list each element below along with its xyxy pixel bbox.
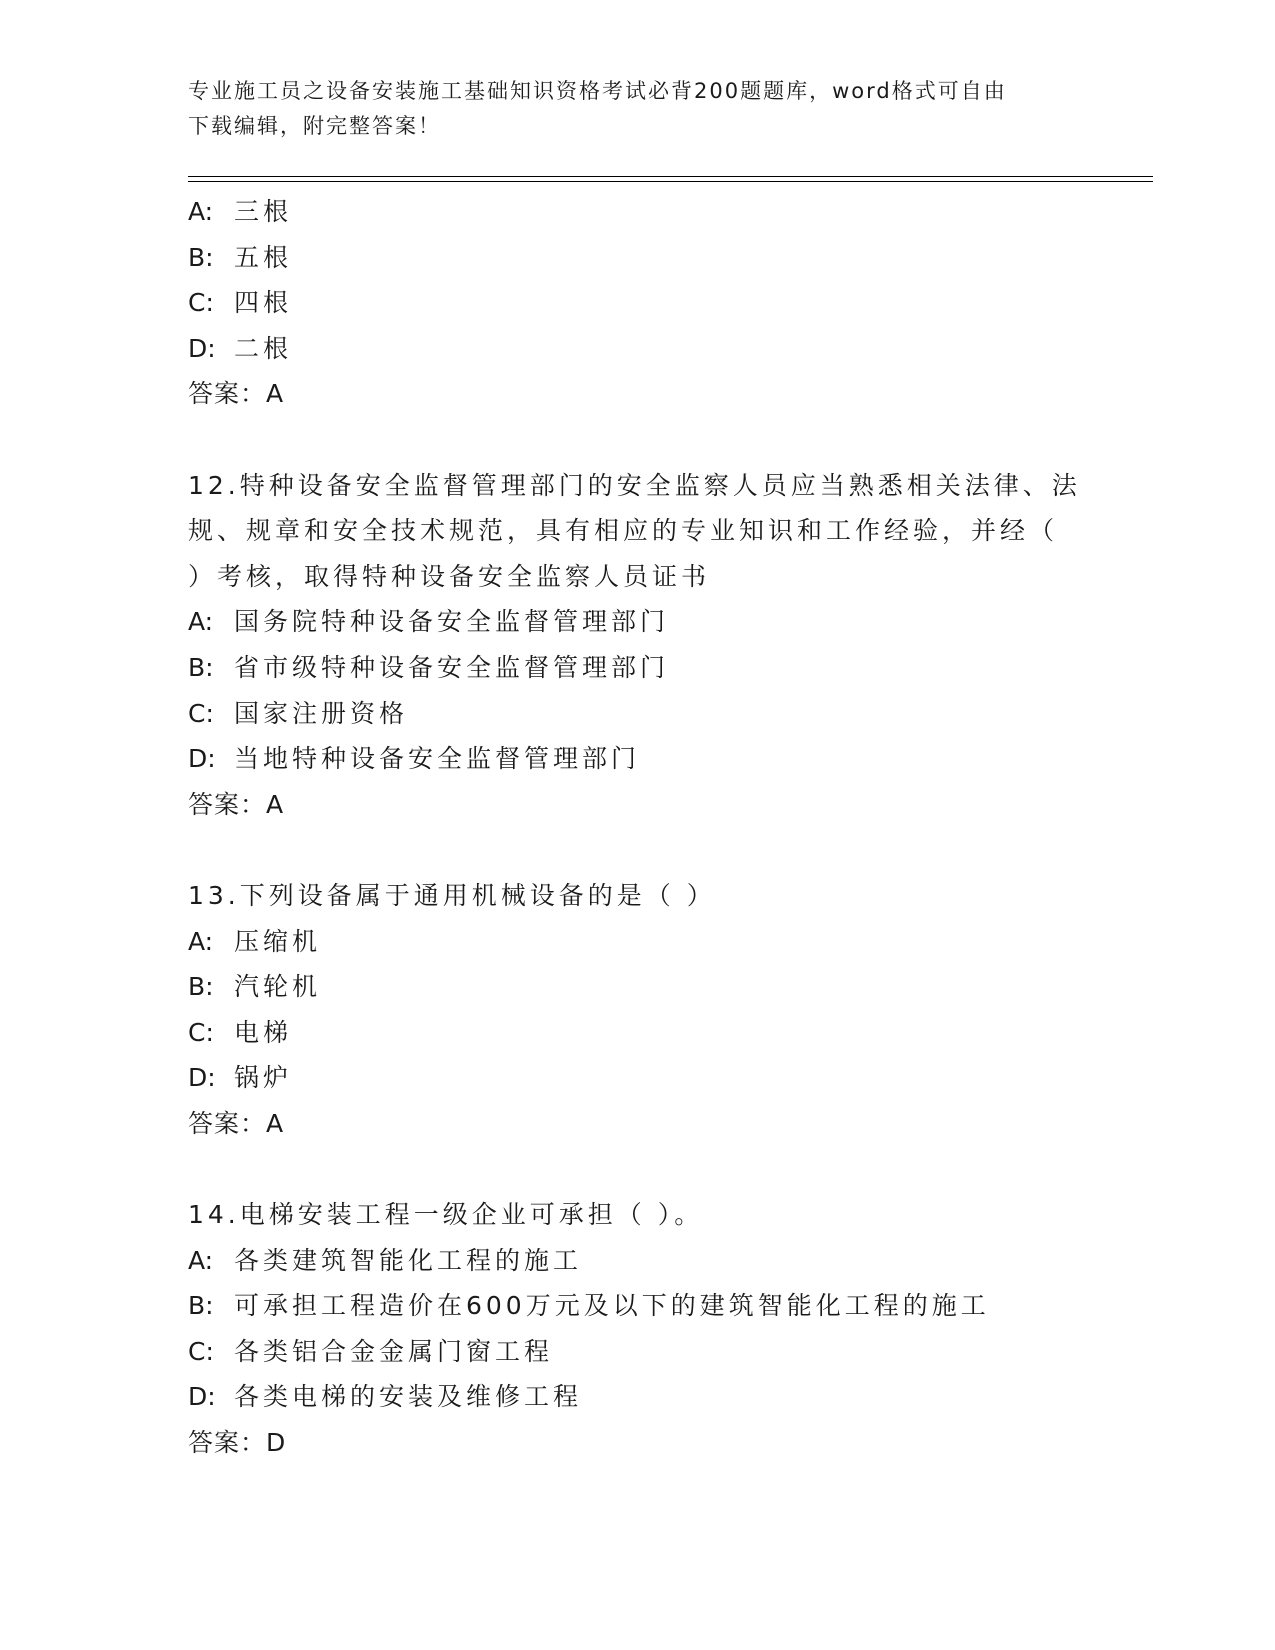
option-c: C: 四根 [188, 288, 293, 318]
answer-line: 答案：A [188, 379, 285, 409]
answer-line: 答案：A [188, 789, 285, 819]
option-d: D: 当地特种设备安全监督管理部门 [188, 744, 641, 774]
option-d: D: 二根 [188, 333, 293, 363]
question-stem-line: 14.电梯安装工程一级企业可承担（ ）。 [188, 1200, 704, 1230]
option-a: A: 国务院特种设备安全监督管理部门 [188, 607, 670, 637]
option-a: A: 三根 [188, 197, 293, 226]
option-c: C: 国家注册资格 [188, 698, 409, 728]
question-block-12 [188, 463, 1088, 828]
question-block-13 [188, 873, 1088, 1147]
question-stem-line: ）考核，取得特种设备安全监察人员证书 [188, 561, 711, 591]
option-d: D: 锅炉 [188, 1063, 293, 1093]
question-stem-line: 13.下列设备属于通用机械设备的是（ ） [188, 880, 716, 910]
option-b: B: 省市级特种设备安全监督管理部门 [188, 652, 670, 682]
option-b: B: 五根 [188, 242, 293, 272]
document-header [188, 74, 1088, 144]
option-c: C: 各类铝合金金属门窗工程 [188, 1336, 554, 1366]
header-title-line-2: 下载编辑，附完整答案！ [188, 114, 441, 138]
header-divider [188, 176, 1153, 182]
option-a: A: 各类建筑智能化工程的施工 [188, 1245, 583, 1275]
option-d: D: 各类电梯的安装及维修工程 [188, 1382, 583, 1412]
option-c: C: 电梯 [188, 1017, 293, 1047]
question-spacer [188, 1146, 1088, 1192]
answer-line: 答案：A [188, 1108, 285, 1138]
question-list [188, 189, 1088, 1466]
option-b: B: 汽轮机 [188, 972, 322, 1002]
question-stem-line: 12.特种设备安全监督管理部门的安全监察人员应当熟悉相关法律、法 [188, 470, 1081, 500]
option-b: B: 可承担工程造价在600万元及以下的建筑智能化工程的施工 [188, 1291, 990, 1321]
header-title-line-1: 专业施工员之设备安装施工基础知识资格考试必背200题题库，word格式可自由 [188, 79, 1007, 103]
answer-line: 答案：D [188, 1428, 287, 1458]
question-block-11 [188, 189, 1088, 417]
option-a: A: 压缩机 [188, 926, 322, 956]
question-spacer [188, 827, 1088, 873]
question-stem-line: 规、规章和安全技术规范，具有相应的专业知识和工作经验，并经（ [188, 516, 1059, 546]
question-block-14 [188, 1192, 1088, 1466]
question-spacer [188, 417, 1088, 463]
